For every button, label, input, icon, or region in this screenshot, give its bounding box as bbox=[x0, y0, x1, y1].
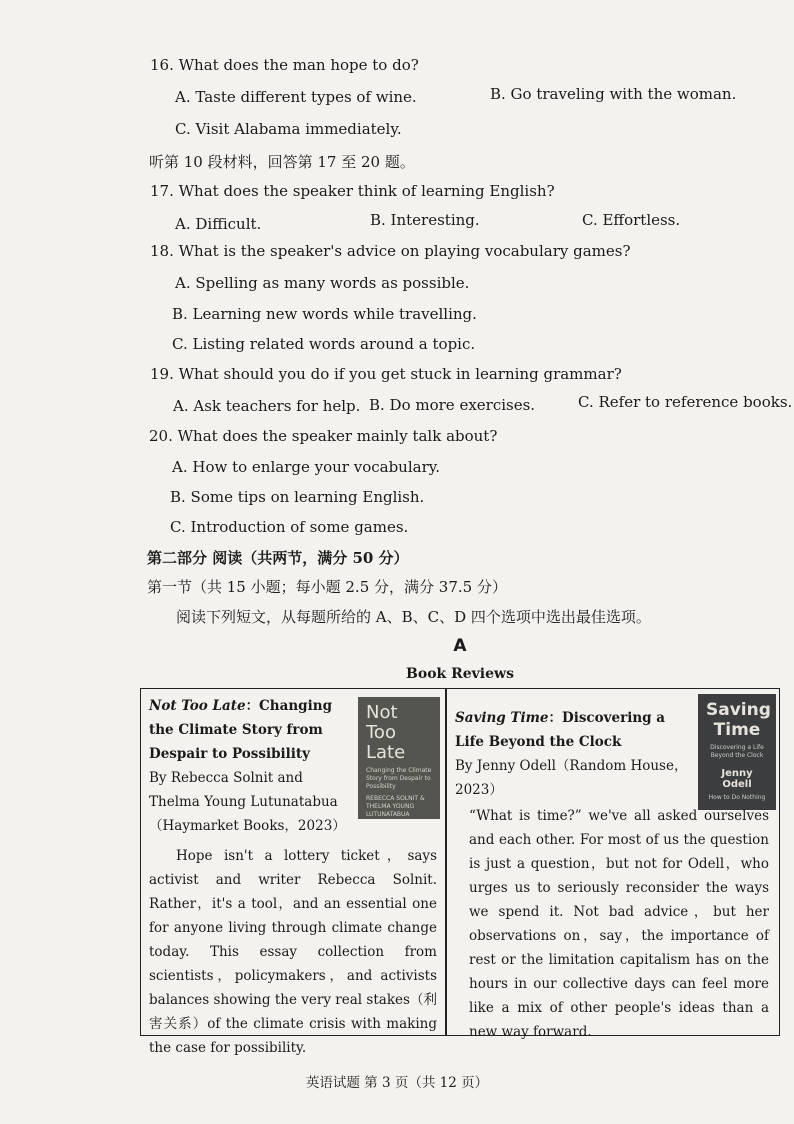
review1-title bbox=[149, 694, 354, 766]
cover2-subtitle: Discovering a Life Beyond the Clock bbox=[710, 744, 764, 759]
page-footer: 英语试题 第 3 页（共 12 页） bbox=[305, 1075, 489, 1091]
q17-option-c: C. Effortless. bbox=[582, 211, 681, 229]
passage-title: Book Reviews bbox=[406, 666, 514, 682]
section1-heading: 第一节（共 15 小题；每小题 2.5 分，满分 37.5 分） bbox=[147, 578, 507, 596]
q19-option-b: B. Do more exercises. bbox=[369, 396, 536, 414]
review1-title-rest: ：Changing the Climate Story from Despair to Possibility bbox=[149, 698, 333, 762]
q18-option-a: A. Spelling as many words as possible. bbox=[175, 274, 470, 292]
saving-time-cover-image bbox=[698, 694, 776, 810]
cover1-title: Not Too Late bbox=[366, 702, 406, 763]
part2-heading: 第二部分 阅读（共两节，满分 50 分） bbox=[147, 549, 409, 567]
q19-option-a: A. Ask teachers for help. bbox=[173, 397, 361, 415]
not-too-late-cover-image bbox=[358, 697, 440, 819]
cover1-authors: REBECCA SOLNIT & THELMA YOUNG LUTUNATABUA bbox=[366, 795, 425, 818]
q16-option-a: A. Taste different types of wine. bbox=[175, 88, 417, 106]
cover2-author: Jenny Odell bbox=[721, 768, 753, 790]
review1-byline: By Rebecca Solnit and Thelma Young Lutunatabua（Haymarket Books，2023） bbox=[149, 770, 346, 834]
review1-body-wrap bbox=[149, 844, 437, 1060]
review2-title bbox=[455, 706, 693, 754]
q16-option-b: B. Go traveling with the woman. bbox=[490, 85, 737, 103]
review2-body-wrap bbox=[453, 804, 769, 1044]
q19-option-c: C. Refer to reference books. bbox=[578, 393, 793, 411]
q20-option-c: C. Introduction of some games. bbox=[170, 518, 409, 536]
review1-body: Hope isn't a lottery ticket，says activist and writer Rebecca Solnit. Rather，it's a tool，and an essential one for anyone living through climate change today. This essay collection from scientists，policymakers，and activists balances showing the very real stakes（利害关系）of the climate crisis with making the case for possibility. bbox=[149, 848, 437, 1056]
q18-option-c: C. Listing related words around a topic. bbox=[172, 335, 476, 353]
q20-option-a: A. How to enlarge your vocabulary. bbox=[172, 458, 440, 476]
q20-option-b: B. Some tips on learning English. bbox=[170, 488, 425, 506]
q17-stem: 17. What does the speaker think of learning English? bbox=[150, 182, 555, 200]
q19-stem: 19. What should you do if you get stuck in learning grammar? bbox=[150, 365, 622, 383]
review2-title-rest: ：Discovering a Life Beyond the Clock bbox=[455, 710, 666, 750]
cover2-title: Saving Time bbox=[706, 700, 771, 740]
review2-body: “What is time?” we've all asked ourselves and each other. For most of us the question is just a question，but not for Odell，who urges us to seriously reconsider the ways we spend it. Not bad advice，but her observations on，say，the importance of rest or the limitation capitalism has on the hours in our collective days can feel more like a mix of other people's ideas than a new way forward. bbox=[469, 808, 769, 1040]
review2-title-italic: Saving Time bbox=[455, 710, 549, 726]
instruction-passage-10: 听第 10 段材料，回答第 17 至 20 题。 bbox=[149, 153, 415, 171]
review2-header bbox=[455, 706, 693, 802]
column-divider bbox=[445, 688, 447, 1036]
review2-byline: By Jenny Odell（Random House，2023） bbox=[455, 758, 688, 798]
q18-option-b: B. Learning new words while travelling. bbox=[172, 305, 477, 323]
q17-option-a: A. Difficult. bbox=[175, 215, 262, 233]
q16-option-c: C. Visit Alabama immediately. bbox=[175, 120, 402, 138]
q20-stem: 20. What does the speaker mainly talk about? bbox=[149, 427, 498, 445]
cover2-tagline: How to Do Nothing bbox=[708, 794, 766, 801]
q17-option-b: B. Interesting. bbox=[370, 211, 480, 229]
q16-stem: 16. What does the man hope to do? bbox=[150, 56, 419, 74]
review1-title-italic: Not Too Late bbox=[149, 698, 246, 714]
cover1-subtitle: Changing the Climate Story from Despair to Possibility bbox=[366, 767, 432, 790]
reading-instruction: 阅读下列短文，从每题所给的 A、B、C、D 四个选项中选出最佳选项。 bbox=[176, 608, 651, 626]
passage-letter: A bbox=[453, 636, 467, 656]
q18-stem: 18. What is the speaker's advice on playing vocabulary games? bbox=[150, 242, 631, 260]
review1-header bbox=[149, 694, 354, 838]
